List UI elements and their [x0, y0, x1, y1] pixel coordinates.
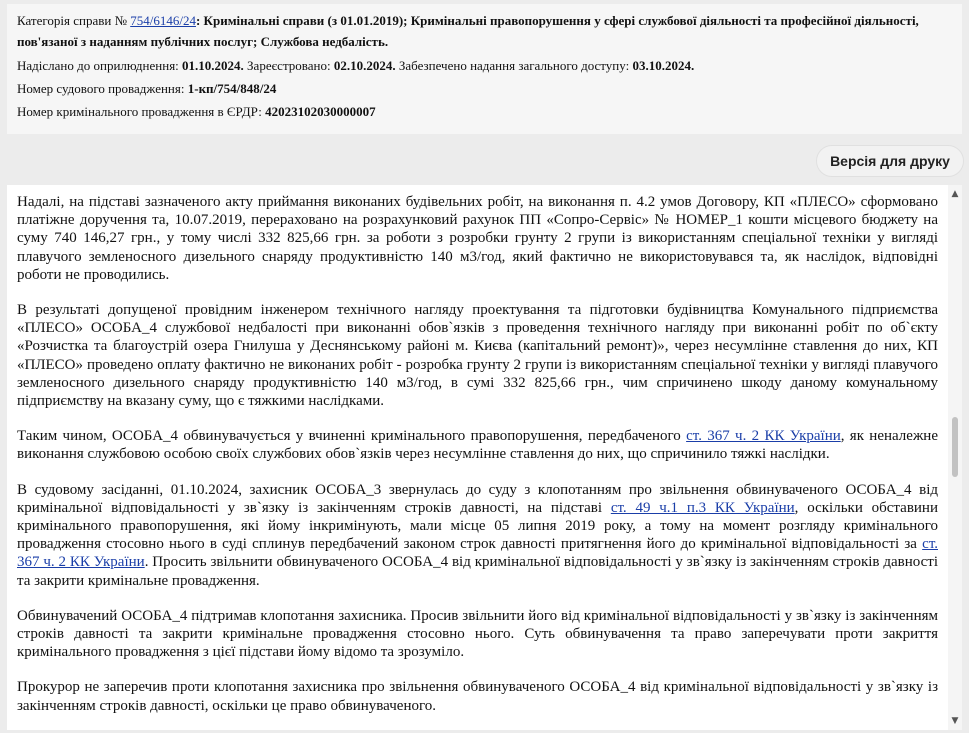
proceeding-value: 1-кп/754/848/24 — [187, 81, 277, 96]
case-category-label: Категорія справи № — [17, 13, 131, 28]
paragraph: Обвинувачений ОСОБА_4 підтримав клопотання захисника. Просив звільнити його від кримінальної відповідальності у зв`язку із закінченням строків давності та закрити кримінальне провадження стосовно нього. Суть обвинувачення та право заперечувати проти закриття кримінального провадження з цієї підстави йому відомо та зрозуміло. — [17, 607, 938, 661]
document-text-frame[interactable] — [7, 185, 962, 730]
sent-label: Надіслано до оприлюднення: — [17, 58, 183, 73]
paragraph-text: , оскільки обставини кримінального правопорушення, які йому інкримінують, мали місце 05 липня 2019 року, а тому на момент розгляду кримінального провадження стосовно нього в суді сплинув передбачений законом строк давності притягнення його до кримінальної відповідальності за — [17, 499, 938, 553]
proceeding-number-line — [17, 77, 952, 100]
case-category-text: : Кримінальні справи (з 01.01.2019); Кримінальні правопорушення у сфері службової діяльності та професійної діяльності, пов'язаної з наданням публічних послуг; Службова недбалість. — [17, 13, 919, 49]
paragraph-text: Таким чином, ОСОБА_4 обвинувачується у вчиненні кримінального правопорушення, передбаченого — [17, 428, 687, 445]
case-dates-line — [17, 54, 952, 77]
law-article-link[interactable]: ст. 367 ч. 2 КК України — [17, 536, 938, 571]
paragraph-text: . Просить звільнити обвинуваченого ОСОБА_4 від кримінальної відповідальності у зв`язку із закінченням строків давності та закрити кримінальне провадження. — [17, 554, 938, 589]
proceeding-label: Номер судового провадження: — [17, 81, 188, 96]
case-category-line — [17, 10, 952, 52]
paragraph-text: В судовому засіданні, 01.10.2024, захисник ОСОБА_3 звернулась до суду з клопотанням про звільнення обвинуваченого ОСОБА_4 від кримінальної відповідальності у зв`язку із закінченням строків давності, на підставі — [17, 481, 938, 516]
paragraph-text: , як неналежне виконання службовою особою своїх службових обов`язків через несумлінне ставлення до них, що спричинило тяжкі наслідки. — [17, 428, 938, 463]
scroll-down-arrow-icon[interactable]: ▼ — [951, 716, 959, 726]
registered-date: 02.10.2024. — [333, 58, 396, 73]
law-article-link[interactable]: ст. 367 ч. 2 КК України — [686, 428, 841, 445]
registered-label: Зареєстровано: — [243, 58, 334, 73]
case-number-link[interactable]: 754/6146/24 — [130, 13, 196, 28]
case-metadata-panel — [7, 4, 962, 134]
erdr-label: Номер кримінального провадження в ЄРДР: — [17, 104, 266, 119]
law-article-link[interactable]: ст. 49 ч.1 п.3 КК України — [610, 499, 795, 516]
access-date: 03.10.2024. — [632, 58, 695, 73]
scroll-thumb[interactable] — [952, 417, 958, 477]
paragraph — [17, 481, 938, 590]
vertical-scrollbar[interactable] — [948, 185, 962, 730]
document-body — [17, 193, 938, 730]
erdr-value: 42023102030000007 — [265, 104, 376, 119]
scroll-up-arrow-icon[interactable]: ▲ — [951, 189, 959, 199]
access-label: Забезпечено надання загального доступу: — [395, 58, 633, 73]
paragraph: В результаті допущеної провідним інженером технічного нагляду проектування та підготовки будівництва Комунального підприємства «ПЛЕСО» ОСОБА_4 службової недбалості при виконанні обов`язків з проведення технічного нагляду при виконанні робіт по об`єкту «Розчистка та благоустрій озера Гнилуша у Деснянському районі м. Києва (капітальний ремонт)», через несумлінне ставлення до них, КП «ПЛЕСО» проведено оплату фактично не виконаних робіт - розробка грунту 2 групи із використанням спеціальної техніки у вигляді плавучого земленосного дизельного снаряду продуктивністю 140 м3/год, в сумі 332 825,66 грн., чим спричинено шкоду даному комунальному підприємству на вказану суму, що є тяжкими наслідками. — [17, 302, 938, 410]
paragraph — [17, 427, 938, 463]
sent-date: 01.10.2024. — [182, 58, 244, 73]
erdr-number-line — [17, 100, 952, 123]
paragraph: Надалі, на підставі зазначеного акту приймання виконаних будівельних робіт, на виконання п. 4.2 умов Договору, КП «ПЛЕСО» сформовано платіжне доручення та, 10.07.2019, перераховано на розрахунковий рахунок ПП «Сопро-Сервіс» № НОМЕР_1 кошти місцевого бюджету на суму 740 146,27 грн., у тому числі 332 825,66 грн. за роботи з розробки грунту 2 групи із використанням спеціальної техніки у вигляді плавучого земленосного дизельного снаряду продуктивністю 140 м3/год, який фактично не використовувався та, як наслідок, відповідні роботи не проводились. — [17, 194, 938, 283]
paragraph: Прокурор не заперечив проти клопотання захисника про звільнення обвинуваченого ОСОБА_4 від кримінальної відповідальності у зв`язку із закінченням строків давності, оскільки це право обвинуваченого. — [17, 679, 938, 714]
print-version-button[interactable]: Версія для друку — [816, 145, 964, 177]
